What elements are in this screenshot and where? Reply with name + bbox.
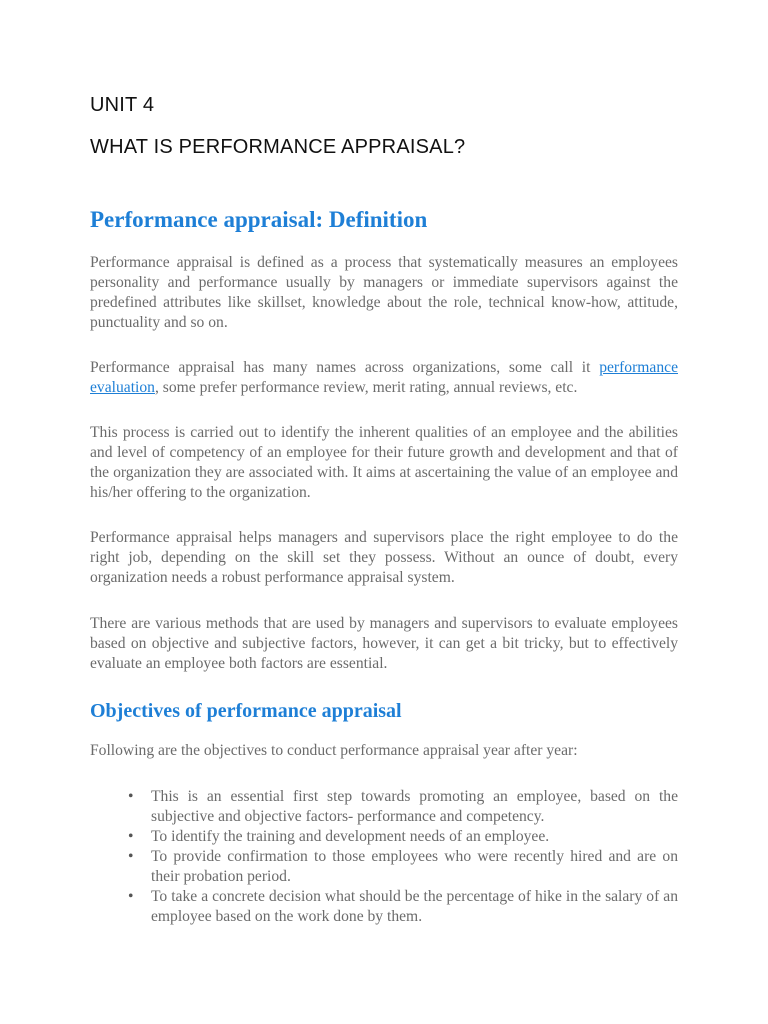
bullet-icon: •: [128, 888, 134, 905]
list-item-text: To provide confirmation to those employees who were recently hired and are on their probation period.: [151, 848, 678, 885]
list-item-text: To identify the training and development needs of an employee.: [151, 828, 550, 845]
placement-paragraph: Performance appraisal helps managers and supervisors place the right employee to do the right job, depending on the skill set they possess. Without an ounce of doubt, every organization needs a robust performance appraisal system.: [90, 529, 678, 586]
unit-label: UNIT 4: [90, 94, 155, 116]
list-item: [128, 887, 678, 927]
bullet-icon: •: [128, 848, 134, 865]
names-paragraph-tail: , some prefer performance review, merit rating, annual reviews, etc.: [154, 379, 578, 396]
objectives-list: [128, 787, 678, 927]
definition-paragraph: Performance appraisal is defined as a process that systematically measures an employees personality and performance usually by managers or immediate supervisors against the predefined attributes like skillset, knowledge about the role, technical know-how, attitude, punctuality and so on.: [90, 254, 678, 331]
performance-evaluation-link[interactable]: performance evaluation: [90, 359, 678, 396]
objectives-intro: Following are the objectives to conduct performance appraisal year after year:: [90, 742, 578, 759]
list-item: [128, 847, 678, 887]
list-item: [128, 827, 678, 847]
names-paragraph: [90, 358, 678, 398]
bullet-icon: •: [128, 788, 134, 805]
definition-heading: Performance appraisal: Definition: [90, 207, 428, 232]
list-item: [128, 787, 678, 827]
list-item-text: To take a concrete decision what should be the percentage of hike in the salary of an employee based on the work done by them.: [151, 888, 678, 925]
list-item-text: This is an essential first step towards promoting an employee, based on the subjective and objective factors- performance and competency.: [151, 788, 678, 825]
objectives-heading: Objectives of performance appraisal: [90, 700, 402, 722]
methods-paragraph: There are various methods that are used by managers and supervisors to evaluate employees based on objective and subjective factors, however, it can get a bit tricky, but to effectively evaluate an employee both factors are essential.: [90, 615, 678, 672]
process-paragraph: This process is carried out to identify the inherent qualities of an employee and the abilities and level of competency of an employee for their future growth and development and that of the organization they are associated with. It aims at ascertaining the value of an employee and his/her offering to the organization.: [90, 424, 678, 501]
bullet-icon: •: [128, 828, 134, 845]
page-title: WHAT IS PERFORMANCE APPRAISAL?: [90, 136, 466, 158]
names-paragraph-lead: Performance appraisal has many names across organizations, some call it: [90, 359, 600, 376]
